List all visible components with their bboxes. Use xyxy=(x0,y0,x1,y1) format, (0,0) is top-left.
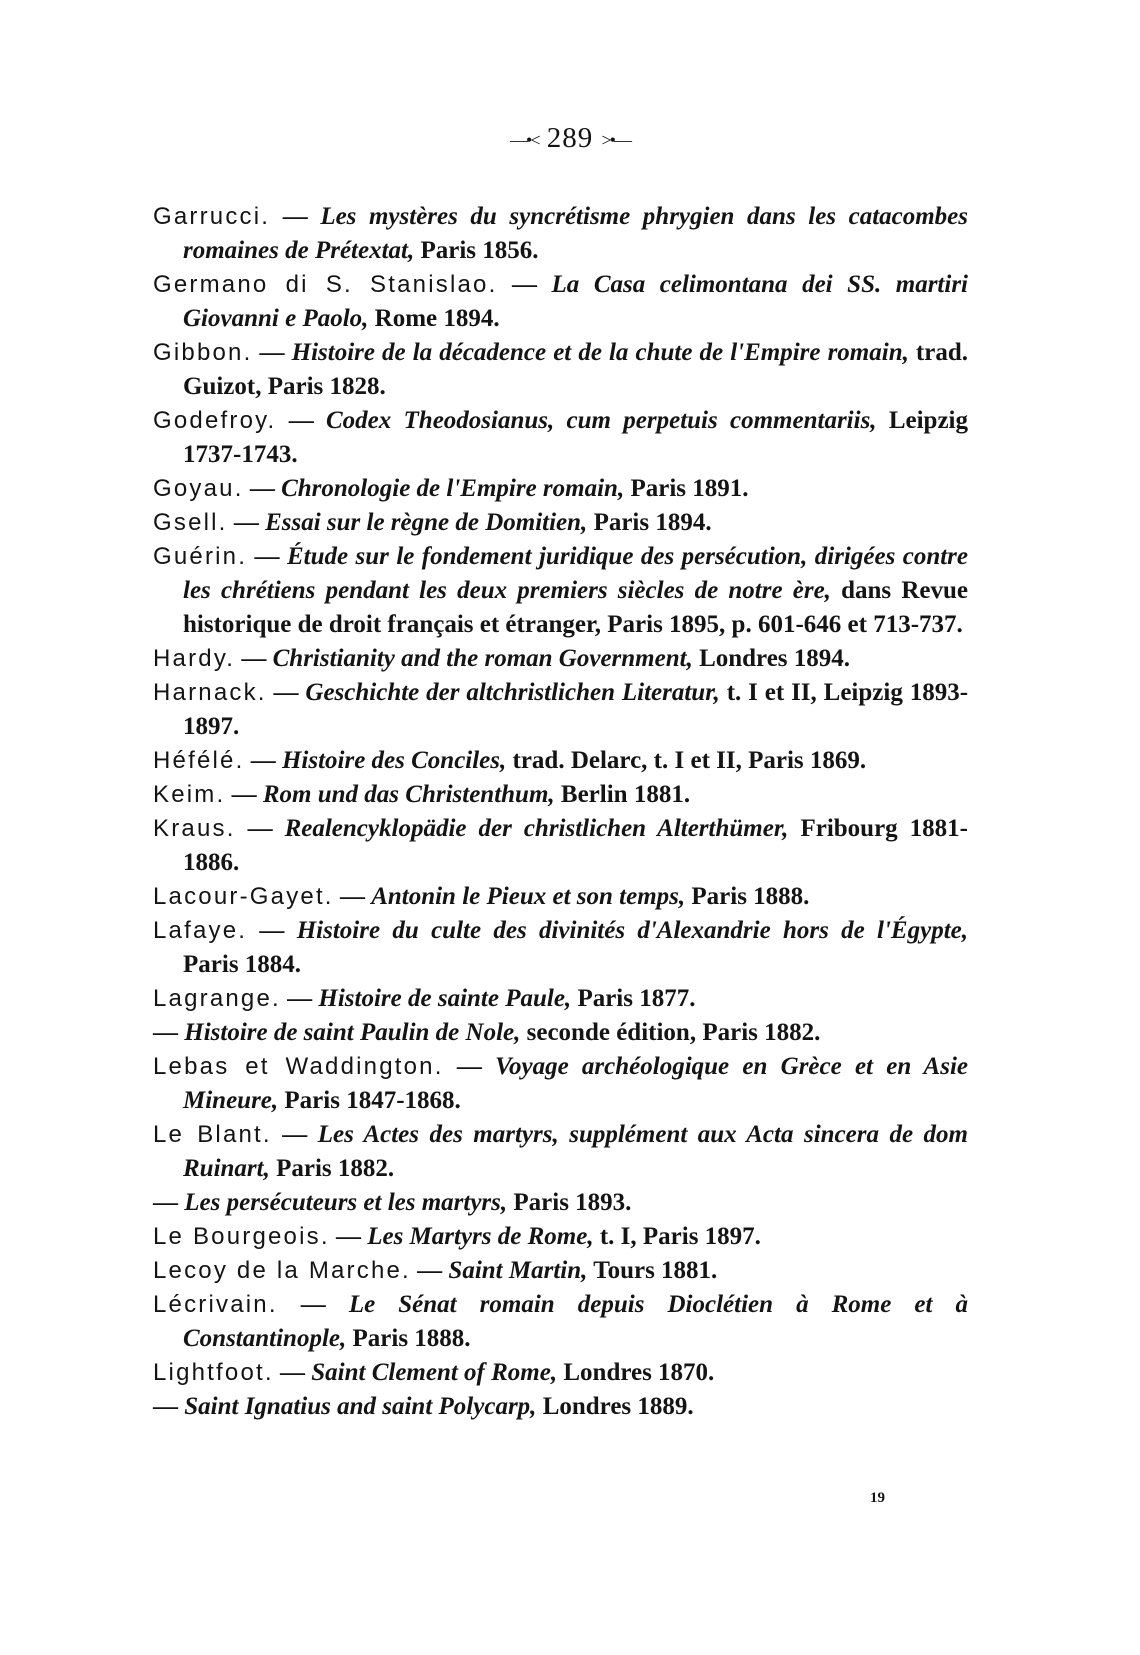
entry-title: Rom und das Christenthum, xyxy=(262,781,555,808)
bibliography-entry: Le Bourgeois. — Les Martyrs de Rome, t. I, Paris 1897. xyxy=(153,1223,761,1250)
page-header xyxy=(0,122,1140,155)
entry-author: Goyau. xyxy=(153,475,244,502)
bibliography-entry: Godefroy. — Codex Theodosianus, cum perpetuis commentariis, Leipzig 1737-1743. xyxy=(153,407,969,468)
bibliography-entry: Lagrange. — Histoire de sainte Paule, Paris 1877. xyxy=(153,985,696,1012)
entry-title: La Casa celimontana dei SS. martiri Giovanni e Paolo, xyxy=(183,271,968,332)
entry-title: Les Actes des martyrs, supplément aux Acta sincera de dom Ruinart, xyxy=(183,1121,968,1182)
entry-author: Gibbon. xyxy=(153,339,253,366)
entry-details: Paris 1856. xyxy=(420,237,539,264)
entry-title: Étude sur le fondement juridique des persécution, dirigées contre les chrétiens pendant les deux premiers siècles de notre ère, xyxy=(183,543,969,604)
entry-title: Histoire de la décadence et de la chute de l'Empire romain, xyxy=(291,339,909,366)
bibliography-entry: Héfélé. — Histoire des Conciles, trad. Delarc, t. I et II, Paris 1869. xyxy=(153,747,867,774)
entry-details: Londres 1894. xyxy=(699,645,851,672)
bibliography-entry: Hardy. — Christianity and the roman Government, Londres 1894. xyxy=(153,645,851,672)
entry-details: Rome 1894. xyxy=(374,305,500,332)
entry-title: Histoire des Conciles, xyxy=(281,747,507,774)
entry-title: Saint Ignatius and saint Polycarp, xyxy=(184,1393,537,1420)
entry-details: Londres 1870. xyxy=(563,1359,715,1386)
bibliography-entry: Goyau. — Chronologie de l'Empire romain, Paris 1891. xyxy=(153,475,749,502)
bibliography-entry: Le Blant. — Les Actes des martyrs, supplément aux Acta sincera de dom Ruinart, Paris 1882. xyxy=(153,1121,968,1182)
bibliography-entry: Lacour-Gayet. — Antonin le Pieux et son temps, Paris 1888. xyxy=(153,883,810,910)
entry-title: Codex Theodosianus, cum perpetuis commentariis, xyxy=(325,407,877,434)
entry-title: Essai sur le règne de Domitien, xyxy=(265,509,588,536)
bibliography-entry: Lebas et Waddington. — Voyage archéologique en Grèce et en Asie Mineure, Paris 1847-1868. xyxy=(153,1053,969,1114)
entry-title: Les mystères du syncrétisme phrygien dans les catacombes romaines de Prétextat, xyxy=(183,203,969,264)
entry-details: Leipzig 1737-1743. xyxy=(183,407,969,468)
entry-title: Histoire de sainte Paule, xyxy=(318,985,572,1012)
entry-author: Lebas et Waddington. xyxy=(153,1053,444,1080)
bibliography-entry: Guérin. — Étude sur le fondement juridique des persécution, dirigées contre les chrétiens pendant les deux premiers siècles de notre ère, dans Revue historique de droit français et étranger, Paris 1895, p. 601-646 et 713-737. xyxy=(153,543,969,638)
entry-author: Lagrange. xyxy=(153,985,281,1012)
entry-details: trad. Guizot, Paris 1828. xyxy=(183,339,968,400)
entry-author: Lécrivain. xyxy=(153,1291,278,1318)
entry-author: Lafaye. xyxy=(153,917,248,944)
entry-details: Paris 1882. xyxy=(276,1155,395,1182)
bibliography-entry: Harnack. — Geschichte der altchristlichen Literatur, t. I et II, Leipzig 1893-1897. xyxy=(153,679,969,740)
bibliography-entry: — Les persécuteurs et les martyrs, Paris 1893. xyxy=(153,1189,632,1216)
entry-author: Le Bourgeois. xyxy=(153,1223,330,1250)
entry-author: Guérin. xyxy=(153,543,248,570)
entry-author: Harnack. xyxy=(153,679,267,706)
entry-title: Histoire de saint Paulin de Nole, xyxy=(184,1019,521,1046)
bibliography-list xyxy=(153,200,968,1424)
entry-title: Geschichte der altchristlichen Literatur, xyxy=(305,679,720,706)
entry-author: Kraus. xyxy=(153,815,236,842)
entry-details: Paris 1893. xyxy=(513,1189,632,1216)
entry-author: Germano di S. Stanislao. xyxy=(153,271,498,298)
ornament-right: >•— xyxy=(601,129,630,150)
entry-author: Lightfoot. xyxy=(153,1359,274,1386)
bibliography-entry: Lecoy de la Marche. — Saint Martin, Tours 1881. xyxy=(153,1257,718,1284)
bibliography-entry: Lightfoot. — Saint Clement of Rome, Londres 1870. xyxy=(153,1359,715,1386)
entry-details: dans Revue historique de droit français et étranger, Paris 1895, p. 601-646 et 713-737. xyxy=(183,577,969,638)
entry-title: Chronologie de l'Empire romain, xyxy=(281,475,625,502)
bibliography-entry: Gibbon. — Histoire de la décadence et de la chute de l'Empire romain, trad. Guizot, Paris 1828. xyxy=(153,339,968,400)
entry-author: Keim. xyxy=(153,781,226,808)
bibliography-entry: — Saint Ignatius and saint Polycarp, Londres 1889. xyxy=(153,1393,694,1420)
entry-details: Paris 1888. xyxy=(691,883,810,910)
bibliography-entry: Garrucci. — Les mystères du syncrétisme phrygien dans les catacombes romaines de Prétextat, Paris 1856. xyxy=(153,203,969,264)
bibliography-entry: Lafaye. — Histoire du culte des divinités d'Alexandrie hors de l'Égypte, Paris 1884. xyxy=(153,917,968,978)
entry-title: Le Sénat romain depuis Dioclétien à Rome et à Constantinople, xyxy=(183,1291,968,1352)
entry-title: Saint Martin, xyxy=(448,1257,588,1284)
entry-details: Paris 1891. xyxy=(630,475,749,502)
bibliography-entry: Keim. — Rom und das Christenthum, Berlin 1881. xyxy=(153,781,691,808)
entry-author: Héfélé. xyxy=(153,747,245,774)
entry-details: Paris 1888. xyxy=(352,1325,471,1352)
entry-details: Fribourg 1881-1886. xyxy=(183,815,969,876)
entry-details: trad. Delarc, t. I et II, Paris 1869. xyxy=(512,747,867,774)
entry-title: Saint Clement of Rome, xyxy=(311,1359,558,1386)
entry-details: Tours 1881. xyxy=(593,1257,718,1284)
entry-details: seconde édition, Paris 1882. xyxy=(526,1019,821,1046)
entry-author: Gsell. xyxy=(153,509,228,536)
entry-details: Paris 1884. xyxy=(183,951,302,978)
entry-author: Lacour-Gayet. xyxy=(153,883,334,910)
signature-mark: 19 xyxy=(870,1490,885,1506)
entry-details: Paris 1847-1868. xyxy=(284,1087,461,1114)
entry-author: Le Blant. xyxy=(153,1121,272,1148)
entry-title: Les Martyrs de Rome, xyxy=(367,1223,594,1250)
bibliography-entry: — Histoire de saint Paulin de Nole, seconde édition, Paris 1882. xyxy=(153,1019,821,1046)
entry-title: Voyage archéologique en Grèce et en Asie Mineure, xyxy=(183,1053,969,1114)
bibliography-entry: Lécrivain. — Le Sénat romain depuis Dioclétien à Rome et à Constantinople, Paris 1888. xyxy=(153,1291,968,1352)
bibliography-entry: Gsell. — Essai sur le règne de Domitien, Paris 1894. xyxy=(153,509,712,536)
entry-title: Realencyklopädie der christlichen Alterthümer, xyxy=(284,815,789,842)
entry-details: Londres 1889. xyxy=(542,1393,694,1420)
bibliography-entry: Germano di S. Stanislao. — La Casa celimontana dei SS. martiri Giovanni e Paolo, Rome 1894. xyxy=(153,271,968,332)
entry-title: Les persécuteurs et les martyrs, xyxy=(184,1189,508,1216)
entry-details: Paris 1894. xyxy=(593,509,712,536)
ornament-left: —•< xyxy=(510,129,539,150)
entry-details: t. I, Paris 1897. xyxy=(599,1223,761,1250)
entry-title: Antonin le Pieux et son temps, xyxy=(371,883,686,910)
bibliography-entry: Kraus. — Realencyklopädie der christlichen Alterthümer, Fribourg 1881-1886. xyxy=(153,815,969,876)
entry-author: Hardy. xyxy=(153,645,236,672)
entry-author: Garrucci. xyxy=(153,203,271,230)
entry-author: Lecoy de la Marche. xyxy=(153,1257,411,1284)
entry-author: Godefroy. xyxy=(153,407,277,434)
entry-title: Christianity and the roman Government, xyxy=(272,645,693,672)
entry-title: Histoire du culte des divinités d'Alexandrie hors de l'Égypte, xyxy=(296,917,968,944)
entry-details: t. I et II, Leipzig 1893-1897. xyxy=(183,679,969,740)
entry-details: Paris 1877. xyxy=(577,985,696,1012)
entry-details: Berlin 1881. xyxy=(560,781,691,808)
page-number: 289 xyxy=(546,122,594,154)
